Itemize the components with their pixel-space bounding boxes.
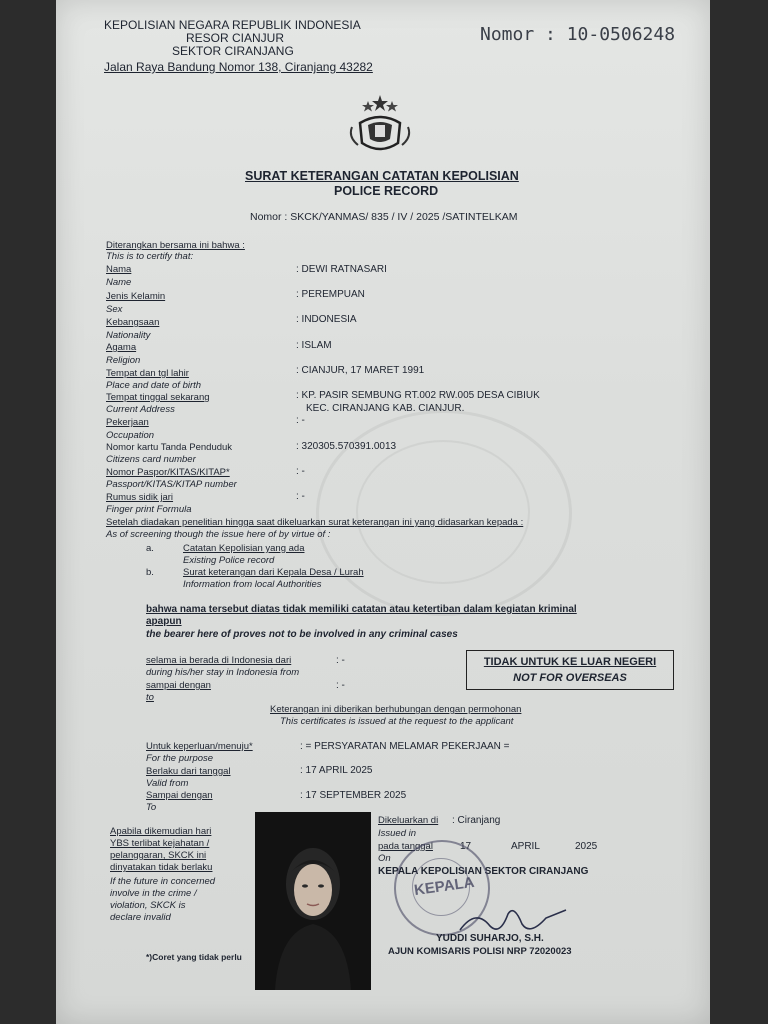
stay-from-value: : - xyxy=(336,655,345,666)
screening-item-id: Surat keterangan dari Kepala Desa / Lurah xyxy=(183,567,364,578)
document-number: Nomor : SKCK/YANMAS/ 835 / IV / 2025 /SATINTELKAM xyxy=(250,211,518,223)
document-serial xyxy=(480,24,675,45)
field-value: : DEWI RATNASARI xyxy=(296,264,387,275)
issued-day: 17 xyxy=(460,841,472,852)
valid-to-label: Sampai dengan xyxy=(146,790,213,801)
statement-en: the bearer here of proves not to be involved in any criminal cases xyxy=(146,629,458,640)
field-label: Nama xyxy=(106,264,132,275)
screening-id: Setelah diadakan penelitian hingga saat dikeluarkan surat keterangan ini yang didasarkan kepada : xyxy=(106,517,524,528)
footnote: *)Coret yang tidak perlu xyxy=(146,952,242,962)
issued-month: APRIL xyxy=(511,841,540,852)
warning-id-line: dinyatakan tidak berlaku xyxy=(110,862,213,873)
issued-on-label-en: On xyxy=(378,853,391,864)
field-value: : - xyxy=(296,466,305,477)
stamp-text: KEPALA xyxy=(413,873,476,900)
issued-at-value: : Ciranjang xyxy=(452,815,501,826)
field-label: Tempat dan tgl lahir xyxy=(106,368,189,379)
field-label: Rumus sidik jari xyxy=(106,492,174,503)
request-id: Keterangan ini diberikan berhubungan dengan permohonan xyxy=(270,704,522,715)
stay-to-id: sampai dengan xyxy=(146,680,211,691)
document-title: SURAT KETERANGAN CATATAN KEPOLISIAN xyxy=(245,169,519,183)
overseas-id: TIDAK UNTUK KE LUAR NEGERI xyxy=(483,656,657,668)
field-label-en: Passport/KITAS/KITAP number xyxy=(106,479,237,490)
statement-id-line2: apapun xyxy=(146,616,182,627)
issued-year: 2025 xyxy=(575,841,598,852)
field-label: Nomor kartu Tanda Penduduk xyxy=(106,442,233,453)
stay-from-en: during his/her stay in Indonesia from xyxy=(146,667,300,678)
issued-at-label: Dikeluarkan di xyxy=(378,815,439,826)
field-label-en: Current Address xyxy=(106,404,175,415)
field-label: Kebangsaan xyxy=(106,317,160,328)
field-label-en: Name xyxy=(106,277,132,288)
header-address: Jalan Raya Bandung Nomor 138, Ciranjang 43282 xyxy=(104,60,373,74)
field-value-line2: KEC. CIRANJANG KAB. CIANJUR. xyxy=(306,403,465,414)
issued-on-label: pada tanggal xyxy=(378,841,433,852)
header-resor: RESOR CIANJUR xyxy=(186,31,285,45)
screening-marker: a. xyxy=(146,543,154,554)
field-label-en: Nationality xyxy=(106,330,151,341)
warning-en-line: declare invalid xyxy=(110,912,171,923)
valid-to-value: : 17 SEPTEMBER 2025 xyxy=(300,790,407,801)
field-value: : PEREMPUAN xyxy=(296,289,365,300)
intro-en: This is to certify that: xyxy=(106,251,194,262)
screening-marker: b. xyxy=(146,567,154,578)
field-label-en: Religion xyxy=(106,355,141,366)
person-silhouette-icon xyxy=(255,812,371,990)
warning-en-line: If the future in concerned xyxy=(110,876,216,887)
purpose-label: Untuk keperluan/menuju* xyxy=(146,741,253,752)
valid-from-label: Berlaku dari tanggal xyxy=(146,766,231,777)
field-label-en: Occupation xyxy=(106,430,155,441)
field-value: : - xyxy=(296,491,305,502)
field-label-en: Place and date of birth xyxy=(106,380,202,391)
header-sektor: SEKTOR CIRANJANG xyxy=(172,44,294,58)
purpose-label-en: For the purpose xyxy=(146,753,214,764)
screening-en: As of screening though the issue here of by virtue of : xyxy=(106,529,331,540)
field-label: Nomor Paspor/KITAS/KITAP* xyxy=(106,467,230,478)
statement-id-line1: bahwa nama tersebut diatas tidak memiliki catatan atau ketertiban dalam kegiatan kriminal xyxy=(146,604,577,615)
field-value: : - xyxy=(296,415,305,426)
field-value: : CIANJUR, 17 MARET 1991 xyxy=(296,365,425,376)
stay-from-id: selama ia berada di Indonesia dari xyxy=(146,655,292,666)
valid-from-label-en: Valid from xyxy=(146,778,189,789)
document-page xyxy=(56,0,710,1024)
intro-id: Diterangkan bersama ini bahwa : xyxy=(106,240,245,251)
field-label-en: Sex xyxy=(106,304,123,315)
warning-en-line: violation, SKCK is xyxy=(110,900,186,911)
applicant-photo xyxy=(255,812,371,990)
signer-rank: AJUN KOMISARIS POLISI NRP 72020023 xyxy=(388,946,572,957)
watermark-ring-inner xyxy=(356,440,530,584)
document-subtitle: POLICE RECORD xyxy=(334,184,439,198)
field-label: Jenis Kelamin xyxy=(106,291,166,302)
warning-id-line: Apabila dikemudian hari xyxy=(110,826,212,837)
warning-id-line: YBS terlibat kejahatan / xyxy=(110,838,210,849)
valid-to-label-en: To xyxy=(146,802,157,813)
stay-to-en: to xyxy=(146,692,154,703)
warning-id-line: pelanggaran, SKCK ini xyxy=(110,850,207,861)
header-agency: KEPOLISIAN NEGARA REPUBLIK INDONESIA xyxy=(104,18,361,32)
not-for-overseas-box xyxy=(466,650,674,690)
signer-name: YUDDI SUHARJO, S.H. xyxy=(436,933,544,944)
screening-item-id: Catatan Kepolisian yang ada xyxy=(183,543,305,554)
purpose-value: : = PERSYARATAN MELAMAR PEKERJAAN = xyxy=(300,741,510,752)
field-value: : ISLAM xyxy=(296,340,332,351)
issued-at-label-en: Issued in xyxy=(378,828,417,839)
issuing-office: KEPALA KEPOLISIAN SEKTOR CIRANJANG xyxy=(378,866,589,877)
screening-item-en: Information from local Authorities xyxy=(183,579,322,590)
serial-label: Nomor : xyxy=(480,24,556,45)
serial-value: 10-0506248 xyxy=(566,24,676,45)
request-en: This certificates is issued at the request to the applicant xyxy=(280,716,514,727)
overseas-en: NOT FOR OVERSEAS xyxy=(513,672,627,684)
warning-en-line: involve in the crime / xyxy=(110,888,197,899)
field-value: : INDONESIA xyxy=(296,314,357,325)
screening-item-en: Existing Police record xyxy=(183,555,275,566)
field-label-en: Citizens card number xyxy=(106,454,196,465)
field-label-en: Finger print Formula xyxy=(106,504,192,515)
stay-to-value: : - xyxy=(336,680,345,691)
field-value: : KP. PASIR SEMBUNG RT.002 RW.005 DESA CIBIUK xyxy=(296,390,540,401)
police-emblem-icon xyxy=(344,93,416,157)
field-label: Tempat tinggal sekarang xyxy=(106,392,210,403)
field-label: Agama xyxy=(106,342,137,353)
field-value: : 320305.570391.0013 xyxy=(296,441,397,452)
valid-from-value: : 17 APRIL 2025 xyxy=(300,765,373,776)
field-label: Pekerjaan xyxy=(106,417,149,428)
